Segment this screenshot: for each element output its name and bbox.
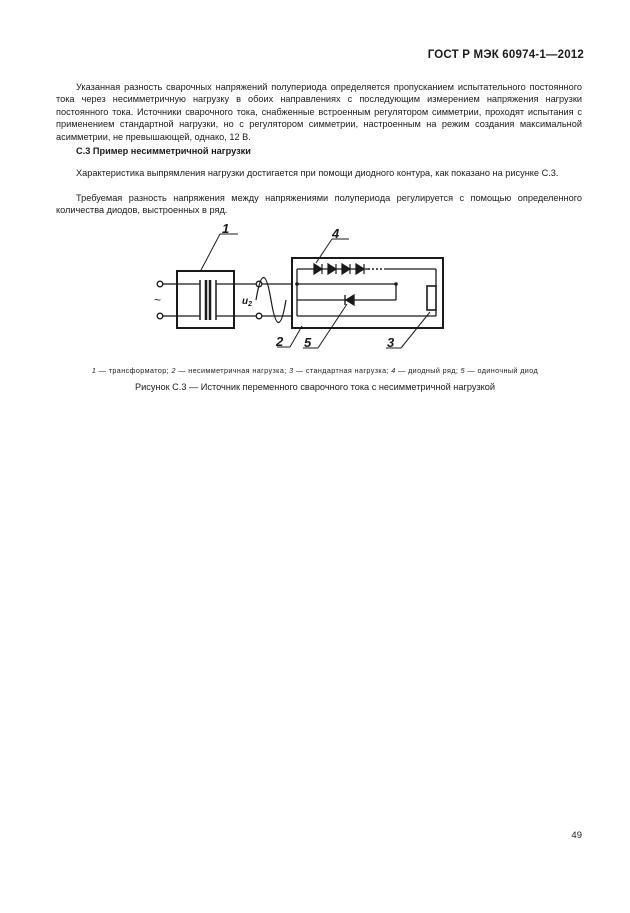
voltage-label: $u_2$ [242, 296, 253, 308]
ac-symbol: ~ [154, 293, 162, 307]
document-header: ГОСТ Р МЭК 60974-1—2012 [427, 49, 584, 61]
input-terminal-bottom [157, 313, 163, 319]
paragraph-voltage-difference [56, 81, 582, 143]
figure-legend [40, 366, 590, 375]
legend-num: 3 [289, 366, 294, 375]
label-2: 2 [276, 334, 284, 349]
legend-text: — трансформатор; [96, 366, 172, 375]
paragraph-text: Характеристика выпрямления нагрузки достигается при помощи диодного контура, как показано на рисунке С.3. [76, 168, 559, 178]
input-terminal-top [157, 281, 163, 287]
legend-text: — одиночный диод [465, 366, 539, 375]
legend-num: 2 [171, 366, 176, 375]
page-number: 49 [571, 830, 582, 841]
paragraph-text: Указанная разность сварочных напряжений полупериода определяется пропусканием испытательного постоянного тока через несимметричную нагрузку в обоих направлениях с последующим измерением напряжения нагрузки постоянного тока. Источники сварочного тока, снабженные встроенным регулятором симметрии, проходят испытания с применением стандартной нагрузки, но с регулятором симметрии, настроенным на режим создания максимальной асимметрии, не превышающей, однако, 12 В. [56, 82, 582, 142]
label-3: 3 [387, 335, 395, 350]
legend-num: 5 [460, 366, 466, 375]
legend-num: 1 [91, 366, 97, 375]
label-1: 1 [222, 222, 230, 236]
circuit-diagram [140, 222, 460, 357]
section-title: С.3 Пример несимметричной нагрузки [76, 146, 251, 156]
standard-load-resistor [427, 286, 436, 310]
legend-text: — стандартная нагрузка; [293, 366, 392, 375]
output-terminal-bottom [256, 313, 262, 319]
label-4: 4 [332, 226, 340, 241]
label-5: 5 [304, 335, 312, 350]
legend-text: — диодный ряд; [395, 366, 461, 375]
legend-text: — несимметричная нагрузка; [175, 366, 290, 375]
paragraph-text: Требуемая разность напряжения между напряжениями полупериода регулируется с помощью определенного количества диодов, выстроенных в ряд. [56, 193, 582, 216]
paragraph-rectification [56, 167, 582, 179]
figure-caption: Рисунок С.3 — Источник переменного сварочного тока с несимметричной нагрузкой [134, 382, 496, 392]
legend-num: 4 [391, 366, 396, 375]
paragraph-diode-count [56, 192, 582, 217]
single-diode [345, 295, 354, 305]
